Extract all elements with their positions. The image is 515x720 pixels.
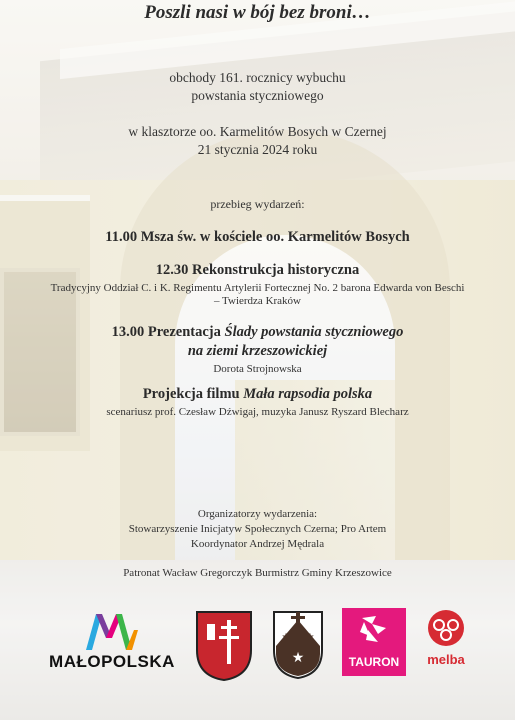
organizers-line-1: Stowarzyszenie Inicjatyw Społecznych Czerna; Pro Artem: [128, 523, 387, 535]
carmelite-crest-icon: [272, 610, 324, 680]
melba-icon: [418, 608, 474, 652]
event-presentation-author: Dorota Strojnowska: [213, 363, 302, 375]
event-mass: 11.00 Msza św. w kościele oo. Karmelitów Bosych: [105, 229, 410, 245]
melba-label: melba: [427, 652, 465, 667]
venue-line: w klasztorze oo. Karmelitów Bosych w Czernej: [128, 124, 387, 139]
melba-logo: [418, 608, 474, 678]
event-reconstruction-detail-2: – Twierdza Kraków: [214, 295, 301, 307]
sponsor-logos: [0, 600, 515, 690]
event-reconstruction: 12.30 Rekonstrukcja historyczna: [155, 262, 360, 278]
event-film-title: Mała rapsodia polska: [243, 386, 373, 402]
svg-text:★: ★: [291, 650, 305, 666]
svg-text:★: ★: [281, 632, 291, 643]
event-presentation-title-cont: na ziemi krzeszowickiej: [187, 343, 328, 359]
event-film: [0, 386, 515, 403]
malopolska-label: MAŁOPOLSKA: [49, 652, 175, 671]
event-presentation: [0, 324, 515, 341]
tauron-icon: [342, 608, 406, 650]
organizers-label: Organizatorzy wydarzenia:: [197, 508, 318, 520]
intro-line-2: powstania styczniowego: [191, 88, 324, 103]
krzeszowice-crest-icon: [195, 610, 253, 682]
svg-text:★: ★: [305, 632, 315, 643]
event-presentation-title-2: [0, 343, 515, 360]
patronage-line: Patronat Wacław Gregorczyk Burmistrz Gminy Krzeszowice: [123, 567, 392, 579]
poster-title: Poszli nasi w bój bez broni…: [144, 2, 371, 23]
malopolska-icon: [84, 608, 140, 652]
intro-line-1: obchody 161. rocznicy wybuchu: [169, 70, 346, 85]
organizers-line-2: Koordynator Andrzej Mędrala: [190, 538, 325, 550]
event-film-credits: scenariusz prof. Czesław Dźwigaj, muzyka Janusz Ryszard Blecharz: [106, 406, 409, 418]
event-presentation-prefix: 13.00 Prezentacja: [111, 324, 225, 340]
event-film-prefix: Projekcja filmu: [142, 386, 244, 402]
schedule-label: przebieg wydarzeń:: [210, 197, 305, 211]
date-line: 21 stycznia 2024 roku: [197, 142, 318, 157]
tauron-label: TAURON: [348, 655, 400, 669]
tauron-logo: [342, 608, 406, 676]
event-presentation-title: Ślady powstania styczniowego: [224, 324, 404, 340]
event-reconstruction-detail: Tradycyjny Oddział C. i K. Regimentu Artylerii Fortecznej No. 2 barona Edwarda von Beschi: [50, 282, 465, 294]
malopolska-logo: [42, 600, 182, 682]
